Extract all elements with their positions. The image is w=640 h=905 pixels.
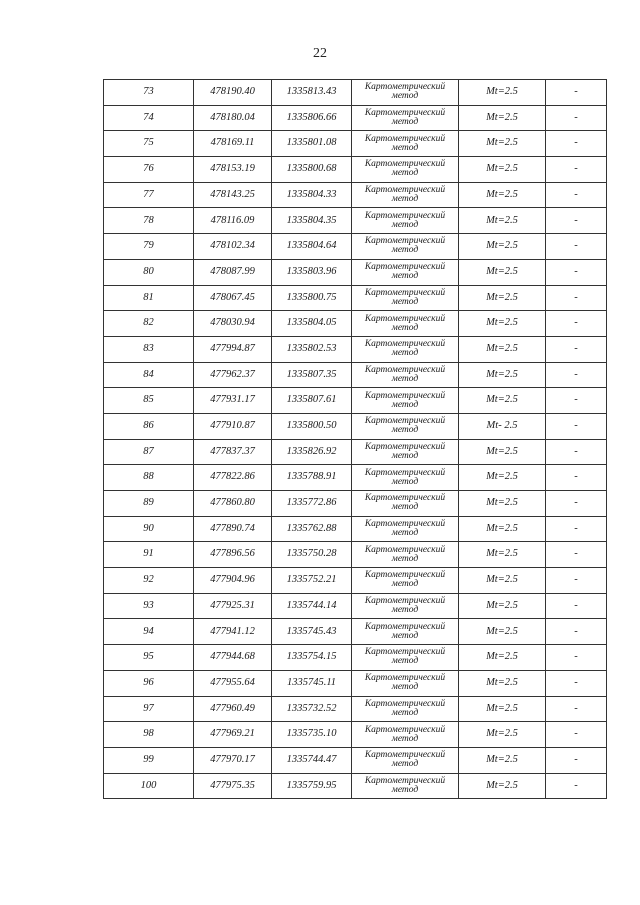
table-row <box>104 696 607 722</box>
accuracy-cell: Mt=2.5 <box>459 182 546 208</box>
table-row <box>104 773 607 799</box>
coordinate-y-cell: 1335803.96 <box>272 259 352 285</box>
coordinate-x-cell: 478116.09 <box>194 208 272 234</box>
coordinate-x-cell: 477860.80 <box>194 491 272 517</box>
coordinate-x-cell: 478143.25 <box>194 182 272 208</box>
coordinate-x-cell: 477969.21 <box>194 722 272 748</box>
method-line-2: метод <box>391 271 419 282</box>
point-number-cell: 82 <box>104 311 194 337</box>
accuracy-cell: Mt=2.5 <box>459 465 546 491</box>
table-row <box>104 157 607 183</box>
point-number-cell: 74 <box>104 105 194 131</box>
method-line-2: метод <box>391 450 419 461</box>
table-row <box>104 439 607 465</box>
coordinate-y-cell: 1335802.53 <box>272 336 352 362</box>
method-line-2: метод <box>391 656 419 667</box>
accuracy-cell: Mt=2.5 <box>459 542 546 568</box>
dash-cell: - <box>546 285 607 311</box>
method-cell <box>352 696 459 722</box>
method-cell <box>352 465 459 491</box>
method-line-2: метод <box>391 733 419 744</box>
dash-cell: - <box>546 80 607 106</box>
point-number-cell: 86 <box>104 413 194 439</box>
method-line-2: метод <box>391 296 419 307</box>
method-line-1: Картометрический <box>364 339 446 350</box>
method-line-1: Картометрический <box>364 750 446 761</box>
method-cell <box>352 747 459 773</box>
accuracy-cell: Mt=2.5 <box>459 439 546 465</box>
method-cell <box>352 182 459 208</box>
coordinate-x-cell: 478153.19 <box>194 157 272 183</box>
method-cell <box>352 80 459 106</box>
method-line-2: метод <box>391 579 419 590</box>
method-line-2: метод <box>391 399 419 410</box>
coordinate-y-cell: 1335745.11 <box>272 670 352 696</box>
method-line-1: Картометрический <box>364 467 446 478</box>
table-row <box>104 362 607 388</box>
accuracy-cell: Mt=2.5 <box>459 157 546 183</box>
method-cell <box>352 131 459 157</box>
coordinate-x-cell: 477955.64 <box>194 670 272 696</box>
method-line-1: Картометрический <box>364 159 446 170</box>
dash-cell: - <box>546 439 607 465</box>
dash-cell: - <box>546 105 607 131</box>
coordinate-y-cell: 1335800.75 <box>272 285 352 311</box>
coordinate-x-cell: 477975.35 <box>194 773 272 799</box>
coordinate-y-cell: 1335750.28 <box>272 542 352 568</box>
method-line-1: Картометрический <box>364 647 446 658</box>
method-cell <box>352 542 459 568</box>
method-line-1: Картометрический <box>364 236 446 247</box>
table-row <box>104 336 607 362</box>
point-number-cell: 93 <box>104 593 194 619</box>
method-line-2: метод <box>391 476 419 487</box>
point-number-cell: 98 <box>104 722 194 748</box>
accuracy-cell: Mt=2.5 <box>459 722 546 748</box>
method-line-1: Картометрический <box>364 364 446 375</box>
point-number-cell: 97 <box>104 696 194 722</box>
dash-cell: - <box>546 465 607 491</box>
method-cell <box>352 234 459 260</box>
accuracy-cell: Mt- 2.5 <box>459 413 546 439</box>
coordinate-x-cell: 478030.94 <box>194 311 272 337</box>
point-number-cell: 75 <box>104 131 194 157</box>
accuracy-cell: Mt=2.5 <box>459 105 546 131</box>
coordinate-y-cell: 1335807.35 <box>272 362 352 388</box>
dash-cell: - <box>546 645 607 671</box>
method-line-2: метод <box>391 553 419 564</box>
point-number-cell: 80 <box>104 259 194 285</box>
method-cell <box>352 336 459 362</box>
coordinate-y-cell: 1335745.43 <box>272 619 352 645</box>
table-row <box>104 388 607 414</box>
coordinate-y-cell: 1335788.91 <box>272 465 352 491</box>
accuracy-cell: Mt=2.5 <box>459 773 546 799</box>
method-line-1: Картометрический <box>364 416 446 427</box>
method-cell <box>352 362 459 388</box>
coordinate-y-cell: 1335744.14 <box>272 593 352 619</box>
dash-cell: - <box>546 773 607 799</box>
method-line-1: Картометрический <box>364 493 446 504</box>
accuracy-cell: Mt=2.5 <box>459 285 546 311</box>
method-line-2: метод <box>391 142 419 153</box>
method-cell <box>352 670 459 696</box>
table-row <box>104 80 607 106</box>
coordinate-y-cell: 1335806.66 <box>272 105 352 131</box>
coordinate-y-cell: 1335744.47 <box>272 747 352 773</box>
method-line-1: Картометрический <box>364 544 446 555</box>
method-line-1: Картометрический <box>364 724 446 735</box>
dash-cell: - <box>546 362 607 388</box>
point-number-cell: 78 <box>104 208 194 234</box>
method-line-2: метод <box>391 373 419 384</box>
table-row <box>104 722 607 748</box>
table-row <box>104 234 607 260</box>
coordinate-x-cell: 477970.17 <box>194 747 272 773</box>
coordinate-x-cell: 477931.17 <box>194 388 272 414</box>
table-row <box>104 131 607 157</box>
coordinate-y-cell: 1335826.92 <box>272 439 352 465</box>
method-line-1: Картометрический <box>364 519 446 530</box>
dash-cell: - <box>546 516 607 542</box>
dash-cell: - <box>546 491 607 517</box>
point-number-cell: 73 <box>104 80 194 106</box>
accuracy-cell: Mt=2.5 <box>459 747 546 773</box>
coordinate-y-cell: 1335732.52 <box>272 696 352 722</box>
point-number-cell: 90 <box>104 516 194 542</box>
method-cell <box>352 619 459 645</box>
method-cell <box>352 285 459 311</box>
coordinate-x-cell: 477941.12 <box>194 619 272 645</box>
accuracy-cell: Mt=2.5 <box>459 491 546 517</box>
coordinate-y-cell: 1335772.86 <box>272 491 352 517</box>
coordinates-table <box>103 79 607 799</box>
dash-cell: - <box>546 670 607 696</box>
dash-cell: - <box>546 619 607 645</box>
point-number-cell: 100 <box>104 773 194 799</box>
coordinate-y-cell: 1335800.68 <box>272 157 352 183</box>
method-line-2: метод <box>391 784 419 795</box>
point-number-cell: 92 <box>104 568 194 594</box>
dash-cell: - <box>546 259 607 285</box>
method-line-2: метод <box>391 219 419 230</box>
method-line-2: метод <box>391 528 419 539</box>
method-cell <box>352 645 459 671</box>
accuracy-cell: Mt=2.5 <box>459 131 546 157</box>
point-number-cell: 79 <box>104 234 194 260</box>
method-cell <box>352 388 459 414</box>
method-line-1: Картометрический <box>364 390 446 401</box>
point-number-cell: 77 <box>104 182 194 208</box>
method-cell <box>352 516 459 542</box>
coordinate-y-cell: 1335804.64 <box>272 234 352 260</box>
table-row <box>104 285 607 311</box>
method-cell <box>352 413 459 439</box>
coordinate-y-cell: 1335754.15 <box>272 645 352 671</box>
method-cell <box>352 259 459 285</box>
coordinate-x-cell: 478087.99 <box>194 259 272 285</box>
table-row <box>104 259 607 285</box>
accuracy-cell: Mt=2.5 <box>459 259 546 285</box>
accuracy-cell: Mt=2.5 <box>459 593 546 619</box>
point-number-cell: 96 <box>104 670 194 696</box>
method-cell <box>352 439 459 465</box>
coordinate-x-cell: 477904.96 <box>194 568 272 594</box>
coordinate-x-cell: 477837.37 <box>194 439 272 465</box>
dash-cell: - <box>546 568 607 594</box>
coordinates-table-body <box>104 80 607 799</box>
method-line-1: Картометрический <box>364 698 446 709</box>
method-line-2: метод <box>391 117 419 128</box>
accuracy-cell: Mt=2.5 <box>459 336 546 362</box>
method-line-1: Картометрический <box>364 570 446 581</box>
coordinate-y-cell: 1335800.50 <box>272 413 352 439</box>
method-line-1: Картометрический <box>364 82 446 93</box>
dash-cell: - <box>546 722 607 748</box>
table-row <box>104 645 607 671</box>
table-row <box>104 593 607 619</box>
coordinate-x-cell: 477925.31 <box>194 593 272 619</box>
method-line-1: Картометрический <box>364 673 446 684</box>
dash-cell: - <box>546 182 607 208</box>
table-row <box>104 182 607 208</box>
coordinate-y-cell: 1335762.88 <box>272 516 352 542</box>
point-number-cell: 84 <box>104 362 194 388</box>
table-row <box>104 516 607 542</box>
coordinate-y-cell: 1335807.61 <box>272 388 352 414</box>
method-cell <box>352 491 459 517</box>
method-line-1: Картометрический <box>364 287 446 298</box>
table-row <box>104 491 607 517</box>
dash-cell: - <box>546 593 607 619</box>
point-number-cell: 99 <box>104 747 194 773</box>
coordinate-y-cell: 1335735.10 <box>272 722 352 748</box>
point-number-cell: 88 <box>104 465 194 491</box>
accuracy-cell: Mt=2.5 <box>459 619 546 645</box>
dash-cell: - <box>546 157 607 183</box>
dash-cell: - <box>546 336 607 362</box>
dash-cell: - <box>546 413 607 439</box>
coordinate-x-cell: 477944.68 <box>194 645 272 671</box>
coordinate-x-cell: 477960.49 <box>194 696 272 722</box>
method-line-2: метод <box>391 348 419 359</box>
method-line-2: метод <box>391 707 419 718</box>
table-row <box>104 542 607 568</box>
table-row <box>104 568 607 594</box>
method-line-2: метод <box>391 245 419 256</box>
coordinate-x-cell: 478067.45 <box>194 285 272 311</box>
dash-cell: - <box>546 542 607 568</box>
method-line-2: метод <box>391 194 419 205</box>
table-row <box>104 747 607 773</box>
method-line-1: Картометрический <box>364 621 446 632</box>
accuracy-cell: Mt=2.5 <box>459 696 546 722</box>
accuracy-cell: Mt=2.5 <box>459 362 546 388</box>
coordinate-y-cell: 1335804.35 <box>272 208 352 234</box>
method-line-2: метод <box>391 168 419 179</box>
point-number-cell: 81 <box>104 285 194 311</box>
method-line-1: Картометрический <box>364 313 446 324</box>
method-line-1: Картометрический <box>364 775 446 786</box>
method-line-2: метод <box>391 630 419 641</box>
method-line-1: Картометрический <box>364 441 446 452</box>
dash-cell: - <box>546 747 607 773</box>
method-line-2: метод <box>391 682 419 693</box>
accuracy-cell: Mt=2.5 <box>459 388 546 414</box>
method-line-1: Картометрический <box>364 596 446 607</box>
point-number-cell: 95 <box>104 645 194 671</box>
table-row <box>104 619 607 645</box>
method-line-1: Картометрический <box>364 210 446 221</box>
method-line-2: метод <box>391 425 419 436</box>
table-row <box>104 208 607 234</box>
coordinate-x-cell: 477822.86 <box>194 465 272 491</box>
method-line-2: метод <box>391 502 419 513</box>
method-line-2: метод <box>391 605 419 616</box>
coordinate-x-cell: 478169.11 <box>194 131 272 157</box>
point-number-cell: 87 <box>104 439 194 465</box>
coordinate-y-cell: 1335759.95 <box>272 773 352 799</box>
coordinate-x-cell: 477962.37 <box>194 362 272 388</box>
point-number-cell: 91 <box>104 542 194 568</box>
accuracy-cell: Mt=2.5 <box>459 568 546 594</box>
method-line-2: метод <box>391 91 419 102</box>
dash-cell: - <box>546 388 607 414</box>
accuracy-cell: Mt=2.5 <box>459 80 546 106</box>
dash-cell: - <box>546 696 607 722</box>
method-cell <box>352 105 459 131</box>
coordinate-y-cell: 1335752.21 <box>272 568 352 594</box>
point-number-cell: 76 <box>104 157 194 183</box>
method-cell <box>352 311 459 337</box>
accuracy-cell: Mt=2.5 <box>459 208 546 234</box>
accuracy-cell: Mt=2.5 <box>459 234 546 260</box>
coordinate-x-cell: 478102.34 <box>194 234 272 260</box>
accuracy-cell: Mt=2.5 <box>459 670 546 696</box>
table-row <box>104 465 607 491</box>
table-row <box>104 670 607 696</box>
page-number: 22 <box>313 46 327 61</box>
coordinate-x-cell: 478180.04 <box>194 105 272 131</box>
coordinate-x-cell: 478190.40 <box>194 80 272 106</box>
method-line-2: метод <box>391 759 419 770</box>
dash-cell: - <box>546 311 607 337</box>
method-cell <box>352 722 459 748</box>
method-line-1: Картометрический <box>364 108 446 119</box>
method-cell <box>352 568 459 594</box>
accuracy-cell: Mt=2.5 <box>459 311 546 337</box>
point-number-cell: 89 <box>104 491 194 517</box>
point-number-cell: 83 <box>104 336 194 362</box>
point-number-cell: 85 <box>104 388 194 414</box>
table-row <box>104 311 607 337</box>
method-line-1: Картометрический <box>364 185 446 196</box>
accuracy-cell: Mt=2.5 <box>459 645 546 671</box>
coordinate-y-cell: 1335801.08 <box>272 131 352 157</box>
method-line-1: Картометрический <box>364 262 446 273</box>
coordinate-x-cell: 477910.87 <box>194 413 272 439</box>
method-line-1: Картометрический <box>364 133 446 144</box>
method-cell <box>352 208 459 234</box>
coordinate-x-cell: 477890.74 <box>194 516 272 542</box>
method-line-2: метод <box>391 322 419 333</box>
table-row <box>104 413 607 439</box>
coordinate-y-cell: 1335804.05 <box>272 311 352 337</box>
table-row <box>104 105 607 131</box>
dash-cell: - <box>546 131 607 157</box>
dash-cell: - <box>546 234 607 260</box>
accuracy-cell: Mt=2.5 <box>459 516 546 542</box>
coordinate-x-cell: 477994.87 <box>194 336 272 362</box>
method-cell <box>352 157 459 183</box>
coordinate-x-cell: 477896.56 <box>194 542 272 568</box>
coordinate-y-cell: 1335813.43 <box>272 80 352 106</box>
method-cell <box>352 773 459 799</box>
dash-cell: - <box>546 208 607 234</box>
coordinate-y-cell: 1335804.33 <box>272 182 352 208</box>
point-number-cell: 94 <box>104 619 194 645</box>
method-cell <box>352 593 459 619</box>
